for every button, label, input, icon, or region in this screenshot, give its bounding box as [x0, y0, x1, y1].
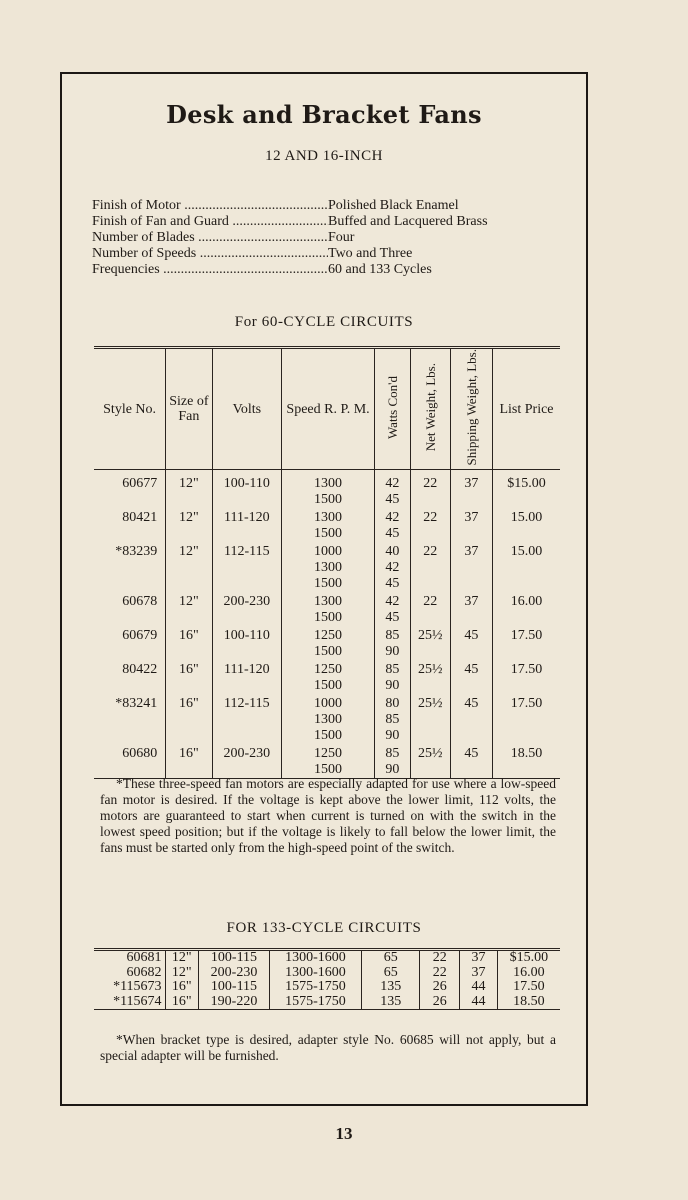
cell-volts: 200-230: [198, 966, 269, 981]
cell-volts: 112-115: [212, 694, 282, 744]
section-heading-133-cycle: FOR 133-CYCLE CIRCUITS: [226, 920, 422, 936]
cell-net: 22: [410, 470, 450, 509]
speed-value: 1500: [314, 678, 343, 694]
spec-label: Finish of Fan and Guard .....: [92, 214, 328, 230]
cell-price: 18.50: [492, 744, 560, 779]
cell-size: 12": [165, 966, 198, 981]
speed-value: 1500: [314, 644, 343, 660]
cell-style: 60681: [126, 950, 162, 965]
watts-value: 90: [385, 678, 400, 694]
cell-watts: [374, 626, 410, 660]
cell-price: $15.00: [492, 470, 560, 509]
cell-net: 22: [410, 542, 450, 592]
cell-price: 16.00: [497, 966, 560, 981]
watts-value: 45: [385, 610, 400, 626]
cell-volts: 111-120: [212, 508, 282, 542]
cell-size: 12": [166, 592, 212, 626]
cell-ship: 45: [450, 626, 492, 660]
cell-size: 16": [166, 660, 212, 694]
cell-speed: [282, 542, 375, 592]
cell-style: 60677: [122, 476, 158, 492]
table-60-cycle: [94, 346, 560, 779]
cell-price: 16.00: [492, 592, 560, 626]
spec-value: Buffed and Lacquered Brass: [328, 214, 488, 229]
watts-value: 40: [385, 544, 400, 560]
cell-watts: [374, 508, 410, 542]
cell-speed: 1300-1600: [270, 966, 362, 981]
speed-value: 1250: [314, 746, 343, 762]
cell-style: 60679: [122, 628, 158, 644]
cell-watts: 65: [361, 951, 420, 966]
table-row: [94, 966, 560, 981]
cell-price: $15.00: [497, 951, 560, 966]
cell-net: 25½: [410, 744, 450, 779]
watts-value: 42: [385, 594, 400, 610]
footnote-three-speed: *These three-speed fan motors are especially adapted for use where a low-speed fan motor is desired. If the voltage is kept above the lower limit, 112 volts, the motors are guaranteed to start when current is turned on with the switch in the lowest speed position; but if the voltage is likely to fall below the lower limit, the fans must be started only from the high-speed point of the switch.: [100, 776, 556, 855]
cell-ship: 44: [460, 995, 498, 1010]
table-row: [94, 980, 560, 995]
cell-speed: [282, 626, 375, 660]
table-row: [94, 470, 560, 509]
watts-value: 42: [385, 560, 400, 576]
cell-price: 15.00: [492, 508, 560, 542]
speed-value: 1500: [314, 576, 343, 592]
cell-speed: [282, 592, 375, 626]
cell-net: 22: [410, 508, 450, 542]
header-net-weight-text: Net Weight, Lbs.: [422, 363, 438, 452]
page-title: Desk and Bracket Fans: [166, 100, 482, 129]
cell-ship: 37: [460, 966, 498, 981]
spec-value: Two and Three: [328, 246, 413, 261]
cell-volts: 100-115: [198, 980, 269, 995]
cell-size: 16": [165, 995, 198, 1010]
cell-watts: [374, 592, 410, 626]
cell-volts: 100-110: [212, 626, 282, 660]
table-row: [94, 592, 560, 626]
cell-size: 12": [166, 470, 212, 509]
cell-speed: [282, 694, 375, 744]
cell-volts: 200-230: [212, 744, 282, 779]
cell-watts: [374, 542, 410, 592]
cell-watts: 65: [361, 966, 420, 981]
cell-ship: 45: [450, 694, 492, 744]
speed-value: 1250: [314, 628, 343, 644]
cell-speed: [282, 660, 375, 694]
cell-net: 26: [420, 980, 460, 995]
spec-row: [92, 198, 562, 214]
spec-row: [92, 262, 562, 278]
cell-volts: 200-230: [212, 592, 282, 626]
page-subtitle: 12 AND 16-INCH: [265, 148, 383, 164]
cell-net: 25½: [410, 626, 450, 660]
cell-size: 12": [166, 542, 212, 592]
cell-net: 22: [410, 592, 450, 626]
cell-price: 17.50: [492, 660, 560, 694]
cell-style: 80422: [122, 662, 158, 678]
cell-watts: 135: [361, 995, 420, 1010]
header-shipping-weight-text: Shipping Weight, Lbs.: [463, 349, 479, 466]
header-size: Size of Fan: [166, 348, 212, 470]
spec-label: Frequencies .....: [92, 262, 328, 278]
cell-watts: [374, 744, 410, 779]
cell-speed: 1300-1600: [270, 951, 362, 966]
header-volts: Volts: [212, 348, 282, 470]
watts-value: 90: [385, 762, 400, 778]
header-watts: [374, 348, 410, 470]
cell-size: 16": [166, 744, 212, 779]
cell-style: *83239: [115, 544, 158, 560]
header-list-price: List Price: [492, 348, 560, 470]
section-heading-60-cycle: For 60-CYCLE CIRCUITS: [234, 314, 414, 330]
cell-size: 12": [166, 508, 212, 542]
table-133-cycle: [94, 948, 560, 1010]
speed-value: 1300: [314, 560, 343, 576]
table-header-row: [94, 348, 560, 470]
watts-value: 90: [385, 728, 400, 744]
cell-size: 16": [166, 694, 212, 744]
cell-style: *115674: [113, 993, 162, 1009]
cell-net: 22: [420, 951, 460, 966]
cell-style: 80421: [122, 510, 158, 526]
cell-volts: 100-115: [198, 951, 269, 966]
cell-speed: 1575-1750: [270, 995, 362, 1010]
cell-price: 17.50: [492, 694, 560, 744]
spec-list: [92, 198, 562, 278]
cell-volts: 111-120: [212, 660, 282, 694]
table-133-body: [94, 950, 560, 1011]
cell-style: 60680: [122, 746, 158, 762]
header-net-weight: [410, 348, 450, 470]
cell-speed: [282, 508, 375, 542]
watts-value: 85: [385, 628, 400, 644]
speed-value: 1500: [314, 762, 343, 778]
cell-net: 25½: [410, 660, 450, 694]
cell-ship: 37: [450, 542, 492, 592]
speed-value: 1300: [314, 476, 343, 492]
cell-ship: 37: [460, 951, 498, 966]
watts-value: 42: [385, 476, 400, 492]
page-frame: [60, 72, 588, 1106]
spec-row: [92, 246, 562, 262]
table-row: [94, 542, 560, 592]
header-speed: Speed R. P. M.: [282, 348, 375, 470]
spec-value: Polished Black Enamel: [328, 198, 459, 213]
cell-speed: 1575-1750: [270, 980, 362, 995]
table-row: [94, 995, 560, 1010]
cell-watts: 135: [361, 980, 420, 995]
watts-value: 45: [385, 576, 400, 592]
table-rule: [94, 1010, 560, 1011]
cell-ship: 45: [450, 660, 492, 694]
watts-value: 45: [385, 526, 400, 542]
cell-speed: [282, 744, 375, 779]
spec-value: 60 and 133 Cycles: [328, 262, 432, 277]
table-row: [94, 626, 560, 660]
cell-ship: 45: [450, 744, 492, 779]
cell-watts: [374, 660, 410, 694]
cell-ship: 37: [450, 470, 492, 509]
header-shipping-weight: [450, 348, 492, 470]
cell-size: 16": [165, 980, 198, 995]
cell-style: *115673: [113, 979, 162, 994]
cell-watts: [374, 470, 410, 509]
cell-volts: 190-220: [198, 995, 269, 1010]
cell-style: 60678: [122, 594, 158, 610]
speed-value: 1300: [314, 712, 343, 728]
speed-value: 1300: [314, 594, 343, 610]
cell-net: 22: [420, 966, 460, 981]
watts-value: 42: [385, 510, 400, 526]
cell-watts: [374, 694, 410, 744]
header-watts-text: Watts Con'd: [384, 375, 400, 439]
cell-style: *83241: [115, 696, 158, 712]
cell-price: 18.50: [497, 995, 560, 1010]
speed-value: 1500: [314, 492, 343, 508]
cell-volts: 112-115: [212, 542, 282, 592]
cell-speed: [282, 470, 375, 509]
watts-value: 85: [385, 662, 400, 678]
header-style: Style No.: [103, 401, 157, 417]
table-row: [94, 951, 560, 966]
speed-value: 1300: [314, 510, 343, 526]
watts-value: 85: [385, 746, 400, 762]
speed-value: 1000: [314, 544, 343, 560]
table-60-body: [94, 470, 560, 779]
cell-volts: 100-110: [212, 470, 282, 509]
speed-value: 1250: [314, 662, 343, 678]
watts-value: 80: [385, 696, 400, 712]
speed-value: 1000: [314, 696, 343, 712]
cell-ship: 37: [450, 508, 492, 542]
spec-value: Four: [328, 230, 355, 245]
cell-ship: 44: [460, 980, 498, 995]
cell-price: 15.00: [492, 542, 560, 592]
speed-value: 1500: [314, 610, 343, 626]
spec-label: Finish of Motor .....: [92, 198, 328, 214]
spec-row: [92, 214, 562, 230]
cell-size: 12": [165, 951, 198, 966]
cell-size: 16": [166, 626, 212, 660]
table-row: [94, 744, 560, 779]
spec-row: [92, 230, 562, 246]
table-row: [94, 660, 560, 694]
cell-net: 25½: [410, 694, 450, 744]
page-number: 13: [335, 1124, 353, 1143]
table-row: [94, 508, 560, 542]
watts-value: 85: [385, 712, 400, 728]
watts-value: 90: [385, 644, 400, 660]
cell-style: 60682: [126, 964, 162, 980]
table-row: [94, 694, 560, 744]
speed-value: 1500: [314, 728, 343, 744]
cell-net: 26: [420, 995, 460, 1010]
spec-label: Number of Speeds .....: [92, 246, 328, 262]
spec-label: Number of Blades .....: [92, 230, 328, 246]
speed-value: 1500: [314, 526, 343, 542]
cell-price: 17.50: [492, 626, 560, 660]
watts-value: 45: [385, 492, 400, 508]
cell-price: 17.50: [497, 980, 560, 995]
footnote-bracket: *When bracket type is desired, adapter style No. 60685 will not apply, but a special adapter will be furnished.: [100, 1032, 556, 1063]
cell-ship: 37: [450, 592, 492, 626]
